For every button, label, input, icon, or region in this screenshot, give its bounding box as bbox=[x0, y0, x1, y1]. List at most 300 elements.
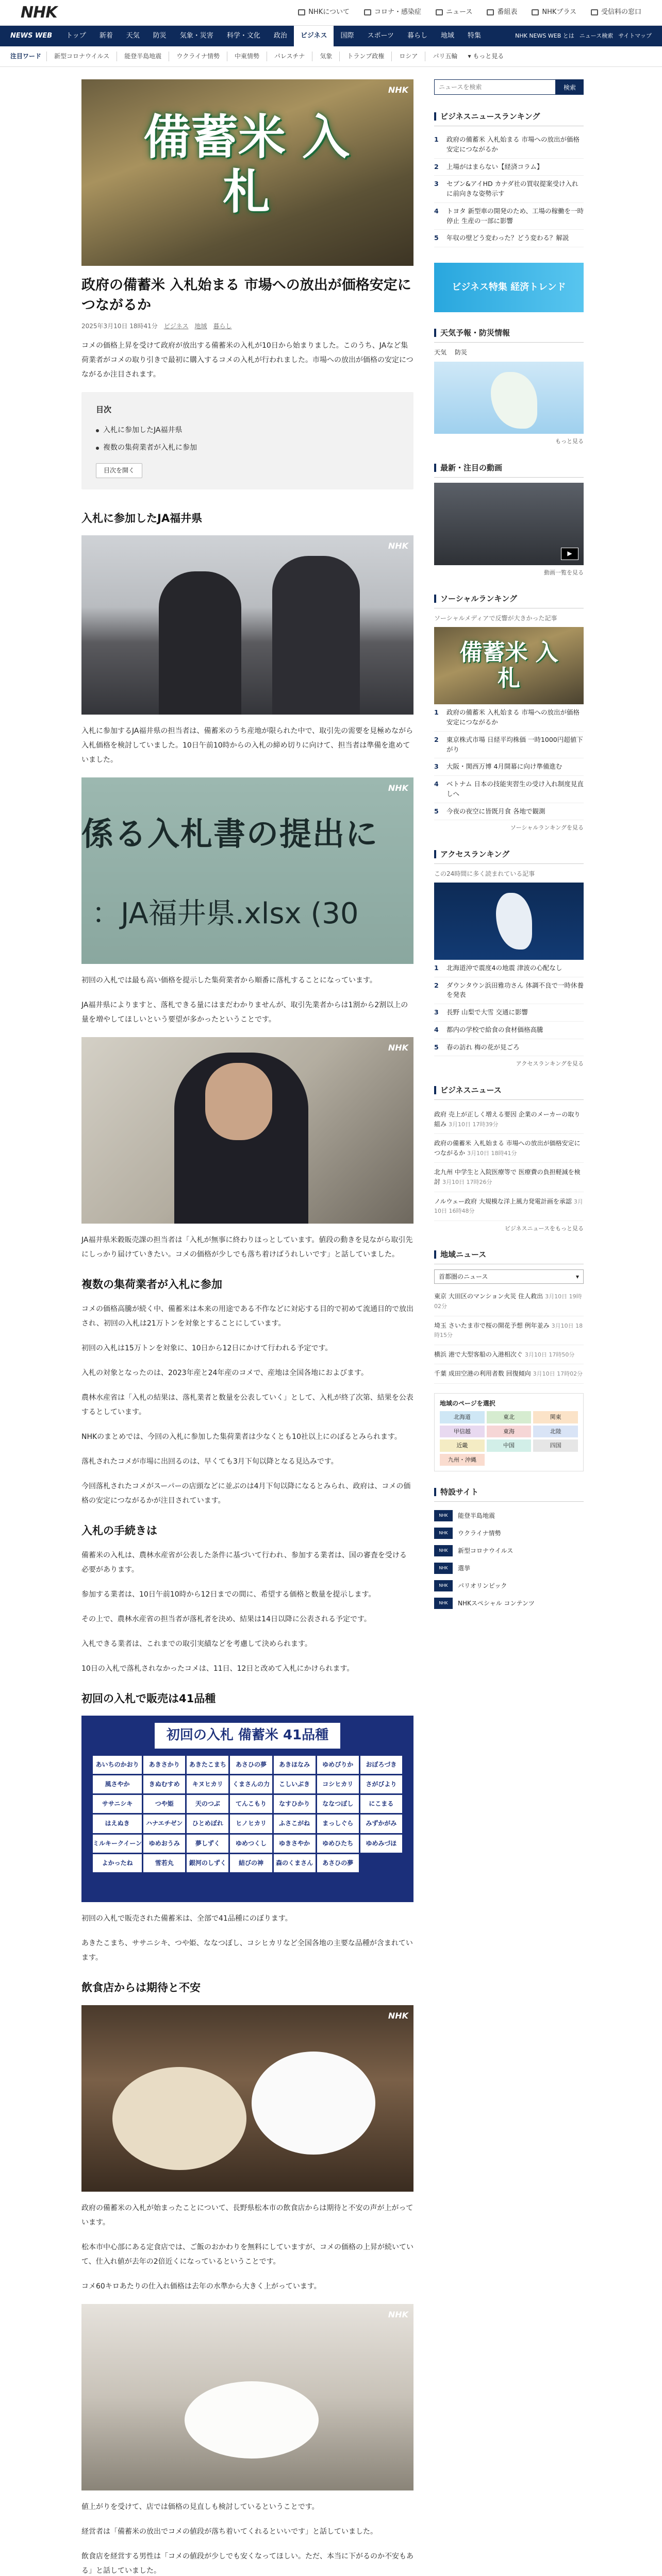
nav-item[interactable]: 天気 bbox=[126, 31, 140, 40]
paragraph: 参加する業者は、10日午前10時から12日までの間に、希望する価格と数量を提示します。 bbox=[81, 1590, 376, 1599]
access-title: アクセスランキング bbox=[440, 849, 510, 859]
video-player[interactable] bbox=[434, 483, 584, 565]
variety-cell: ササニシキ bbox=[93, 1795, 142, 1813]
news-item[interactable] bbox=[434, 1345, 584, 1365]
social-text: 大阪・関西万博 4月開幕に向け準備進む bbox=[446, 762, 562, 771]
news-title: 東京 大田区のマンション火災 住人救出 bbox=[434, 1293, 543, 1300]
nav-item[interactable]: 気象・災害 bbox=[179, 31, 213, 40]
nav-right bbox=[515, 32, 652, 39]
photo-meeting bbox=[81, 535, 413, 715]
ranking-title: ビジネスニュースランキング bbox=[440, 112, 540, 121]
board-title: 初回の入札 備蓄米 41品種 bbox=[155, 1723, 340, 1749]
special-thumb-icon: NHK bbox=[434, 1510, 453, 1521]
person-face bbox=[205, 1063, 272, 1140]
variety-cell: よかったね bbox=[93, 1854, 142, 1872]
special-thumb-icon: NHK bbox=[434, 1528, 453, 1539]
access-item[interactable] bbox=[434, 1004, 584, 1022]
search-link[interactable]: ニュース検索 bbox=[579, 32, 614, 40]
section-nav bbox=[0, 26, 662, 46]
social-note: ソーシャルメディアで反響が大きかった記事 bbox=[434, 615, 557, 622]
social-hero-image[interactable] bbox=[434, 627, 584, 704]
heading-bar bbox=[434, 1250, 436, 1259]
variety-cell: キヌヒカリ bbox=[187, 1775, 228, 1793]
access-text: 春の訪れ 梅の花が見ごろ bbox=[446, 1043, 520, 1051]
person-figure bbox=[272, 556, 360, 715]
paragraph: コメ60キロあたりの仕入れ価格は去年の水準から大きく上がっています。 bbox=[81, 2282, 321, 2291]
paragraph: 今回落札されたコメがスーパーの店頭などに並ぶのは4月下旬以降になるとみられ、政府は、コメの価格の安定につながるかが注目されています。 bbox=[81, 1482, 411, 1505]
variety-cell: つや姫 bbox=[143, 1795, 185, 1813]
nav-item[interactable]: 特集 bbox=[468, 31, 482, 40]
paragraph: 備蓄米の入札は、農林水産省が公表した条件に基づいて行われ、参加する業者は、国の審査を受ける必要があります。 bbox=[81, 1551, 407, 1574]
variety-cell: ななつぼし bbox=[317, 1795, 359, 1813]
rank-number: 5 bbox=[434, 807, 439, 815]
special-item[interactable] bbox=[434, 1560, 584, 1577]
nav-item[interactable]: 科学・文化 bbox=[226, 31, 260, 40]
rank-number: 3 bbox=[434, 762, 439, 771]
variety-cell: ゆめひたち bbox=[317, 1835, 359, 1853]
region-map-grid bbox=[440, 1411, 578, 1466]
nav-item[interactable]: トップ bbox=[66, 31, 86, 40]
hero-image bbox=[81, 79, 413, 266]
paragraph: 落札されたコメが市場に出回るのは、早くても3月下旬以降となる見込みです。 bbox=[81, 1458, 338, 1466]
biz-more[interactable]: ビジネスニュースをもっと見る bbox=[504, 1225, 584, 1232]
rank-number: 4 bbox=[434, 780, 439, 788]
special-thumb-icon: NHK bbox=[434, 1598, 453, 1609]
nhk-watermark: NHK bbox=[388, 783, 408, 793]
nav-item[interactable]: 政治 bbox=[273, 31, 287, 40]
paragraph: 初回の入札では最も高い価格を提示した集荷業者から順番に落札することになっています。 bbox=[81, 976, 377, 985]
rank-number: 2 bbox=[434, 735, 439, 743]
heading-bar bbox=[434, 464, 436, 472]
global-link[interactable]: NHKについて bbox=[298, 7, 350, 18]
global-link[interactable]: NHKプラス bbox=[532, 7, 576, 18]
region-button[interactable]: 中国 bbox=[487, 1439, 532, 1452]
tag[interactable]: ビジネス bbox=[163, 323, 189, 330]
article-date: 2025年3月10日 18時41分 bbox=[81, 323, 158, 330]
sidebar bbox=[434, 79, 584, 2576]
search-box bbox=[434, 79, 584, 95]
news-title: 政府の備蓄米 入札始まる 市場への放出が価格安定につながるか bbox=[434, 1140, 581, 1157]
variety-cell: 風さやか bbox=[93, 1775, 142, 1793]
trending-word[interactable]: トランプ政権 bbox=[339, 52, 391, 61]
access-item[interactable] bbox=[434, 1039, 584, 1057]
nhk-watermark: NHK bbox=[388, 541, 408, 551]
variety-cell: くまさんの力 bbox=[230, 1775, 272, 1793]
paragraph: あきたこまち、ササニシキ、つや姫、ななつぼし、コシヒカリなど全国各地の主要な品種が含まれています。 bbox=[81, 1939, 413, 1962]
special-text: パリオリンピック bbox=[458, 1582, 507, 1589]
global-links bbox=[298, 7, 641, 18]
nav-item-active[interactable]: ビジネス bbox=[294, 26, 334, 46]
article-title: 政府の備蓄米 入札始まる 市場への放出が価格安定につながるか bbox=[81, 277, 411, 314]
calendar-icon bbox=[487, 9, 494, 15]
news-item[interactable] bbox=[434, 1192, 584, 1221]
variety-cell: まっしぐら bbox=[317, 1815, 359, 1833]
paragraph: 経営者は「備蓄米の放出でコメの値段が落ち着いてくれるといいです」と話していました。 bbox=[81, 2527, 377, 2536]
variety-cell: きぬむすめ bbox=[143, 1775, 185, 1793]
nav-item[interactable]: 防災 bbox=[153, 31, 167, 40]
heading-bar bbox=[434, 850, 436, 858]
section-heading: 飲食店からは期待と不安 bbox=[81, 1981, 201, 1994]
region-select-value: 首都圏のニュース bbox=[439, 1273, 488, 1280]
news-time: 3月10日 17時50分 bbox=[524, 1351, 575, 1358]
region-button[interactable]: 東海 bbox=[487, 1426, 532, 1438]
variety-cell: ひとめぼれ bbox=[187, 1815, 228, 1833]
weather-map[interactable] bbox=[434, 362, 584, 434]
paragraph: JA福井県米穀販売課の担当者は「入札が無事に終わりほっとしています。値段の動きを見ながら取引先にしっかり届けていきたい。コメの価格が少しでも落ち着けばうれしいです」と話していました。 bbox=[81, 1236, 413, 1259]
paragraph: JA福井県によりますと、落札できる量にはまだわかりませんが、取引先業者からは1割から2割以上の量を増やしてほしいという要望が多かったということです。 bbox=[81, 1001, 408, 1024]
paragraph: 農林水産省は「入札の結果は、落札業者と数量を公表していく」として、入札が終了次第、結果を公表するとしています。 bbox=[81, 1394, 413, 1417]
variety-cell: てんこもり bbox=[230, 1795, 272, 1813]
special-title: 特設サイト bbox=[440, 1487, 478, 1497]
global-link[interactable]: ニュース bbox=[436, 7, 472, 18]
global-link[interactable]: 番組表 bbox=[487, 7, 517, 18]
special-text: 選挙 bbox=[458, 1564, 471, 1572]
section-heading: 入札に参加したJA福井県 bbox=[81, 512, 203, 524]
article-meta bbox=[81, 321, 413, 331]
social-item[interactable] bbox=[434, 758, 584, 776]
section-heading: 入札の手続きは bbox=[81, 1524, 157, 1537]
access-note: この24時間に多く読まれている記事 bbox=[434, 870, 535, 877]
section-heading: 初回の入札で販売は41品種 bbox=[81, 1692, 216, 1705]
paragraph: 入札の対象となったのは、2023年産と24年産のコメで、産地は全国各地におよびます。 bbox=[81, 1369, 369, 1378]
access-more[interactable]: アクセスランキングを見る bbox=[516, 1060, 584, 1067]
social-hero-text: 備蓄米 入札 bbox=[459, 639, 558, 692]
region-button[interactable]: 北陸 bbox=[533, 1426, 578, 1438]
trending-word[interactable]: 新型コロナウイルス bbox=[46, 52, 117, 61]
news-title: 横浜 港で大型客船の入港相次ぐ bbox=[434, 1350, 523, 1358]
nhk-watermark: NHK bbox=[388, 2309, 408, 2319]
news-title: ノルウェー政府 大規模な洋上風力発電計画を承認 bbox=[434, 1197, 572, 1205]
variety-cell: ふさこがね bbox=[274, 1815, 316, 1833]
banner-text: ビジネス特集 経済トレンド bbox=[452, 281, 566, 293]
special-text: NHKスペシャル コンテンツ bbox=[458, 1599, 535, 1607]
paragraph: 初回の入札は15万トンを対象に、10日から12日にかけて行われる予定です。 bbox=[81, 1344, 333, 1353]
news-time: 3月10日 19時02分 bbox=[434, 1293, 582, 1310]
region-select[interactable] bbox=[434, 1269, 584, 1284]
toc-item[interactable]: 複数の集荷業者が入札に参加 bbox=[96, 439, 399, 457]
variety-cell: 森のくまさん bbox=[274, 1854, 316, 1872]
variety-cell: あきほなみ bbox=[274, 1756, 316, 1774]
paragraph: 入札に参加するJA福井県の担当者は、備蓄米のうち産地が限られた中で、取引先の需要を見極めながら入札価格を検討していました。10日午前10時からの入札の締め切りに向けて、担当者は準備を進めていました。 bbox=[81, 727, 413, 765]
news-title: 埼玉 さいたま市で桜の開花予想 例年並み bbox=[434, 1321, 550, 1329]
social-text: 今夜の夜空に皆既月食 各地で観測 bbox=[446, 807, 545, 815]
variety-cell: おぼろづき bbox=[360, 1756, 402, 1774]
trending-word[interactable]: パレスチナ bbox=[267, 52, 312, 61]
nav-item[interactable]: 地域 bbox=[440, 31, 454, 40]
global-link[interactable]: 受信料の窓口 bbox=[591, 7, 641, 18]
weather-links bbox=[434, 348, 584, 358]
toc-item[interactable]: 入札に参加したJA福井県 bbox=[96, 422, 399, 439]
variety-cell: ゆめぴりか bbox=[317, 1756, 359, 1774]
rank-number: 2 bbox=[434, 162, 439, 171]
trending-word[interactable]: 中東情勢 bbox=[227, 52, 267, 61]
social-item[interactable] bbox=[434, 732, 584, 759]
trending-word[interactable]: ロシア bbox=[391, 52, 425, 61]
map-title: 地域のページを選択 bbox=[440, 1399, 495, 1407]
ranking-item[interactable] bbox=[434, 131, 584, 159]
news-title: 千葉 成田空港の利用者数 回復傾向 bbox=[434, 1370, 531, 1378]
biz-news-list bbox=[434, 1105, 584, 1221]
article-lead: コメの価格上昇を受けて政府が放出する備蓄米の入札が10日から始まりました。このうち、JAなど集荷業者がコメの取り引きで最初に購入するコメの入札が行われました。市場への放出が価格の安定につながるか注目されます。 bbox=[81, 342, 413, 379]
tag[interactable]: 暮らし bbox=[213, 323, 232, 330]
nav-item[interactable]: 国際 bbox=[340, 31, 354, 40]
play-icon[interactable]: ▶ bbox=[561, 548, 578, 560]
news-icon bbox=[436, 9, 443, 15]
region-button[interactable]: 近畿 bbox=[440, 1439, 485, 1452]
news-web-brand[interactable]: NEWS WEB bbox=[10, 31, 53, 40]
paragraph: 松本市中心部にある定食店では、ご飯のおかわりを無料にしていますが、コメの価格の上昇が続いていて、仕入れ値が去年の2倍近くになっているということです。 bbox=[81, 2243, 413, 2266]
variety-cell: 銀河のしずく bbox=[187, 1854, 228, 1872]
access-item[interactable] bbox=[434, 960, 584, 977]
special-text: 能登半島地震 bbox=[458, 1512, 495, 1519]
paragraph: 10日の入札で落札されなかったコメは、11日、12日と改めて入札にかけられます。 bbox=[81, 1664, 354, 1673]
special-item[interactable] bbox=[434, 1595, 584, 1612]
paragraph: その上で、農林水産省の担当者が落札者を決め、結果は14日以降に公表される予定です。 bbox=[81, 1615, 371, 1623]
access-item[interactable] bbox=[434, 977, 584, 1005]
variety-cell: ゆめおうみ bbox=[143, 1835, 185, 1853]
ranking-text: 年収の壁どう変わった？どう変わる？解説 bbox=[446, 234, 569, 242]
news-item[interactable] bbox=[434, 1364, 584, 1384]
global-link[interactable]: コロナ・感染症 bbox=[364, 7, 421, 18]
social-list bbox=[434, 704, 584, 820]
plate-shape bbox=[112, 2067, 246, 2170]
paragraph: NHKのまとめでは、今回の入札に参加した集荷業者は少なくとも10社以上にのぼるとみられます。 bbox=[81, 1433, 402, 1442]
tag[interactable]: 地域 bbox=[194, 323, 207, 330]
region-heading bbox=[434, 1248, 584, 1264]
sitemap-link[interactable]: サイトマップ bbox=[618, 32, 652, 40]
about-link[interactable]: NHK NEWS WEB とは bbox=[515, 32, 574, 40]
rank-number: 3 bbox=[434, 180, 439, 188]
variety-cell: はえぬき bbox=[93, 1815, 142, 1833]
section-heading: 複数の集荷業者が入札に参加 bbox=[81, 1278, 222, 1291]
article bbox=[81, 79, 413, 2576]
heading-bar bbox=[434, 595, 436, 603]
yen-icon bbox=[591, 9, 598, 15]
news-title: 北九州 中学生と入院医療等で 医療費の負担軽減を検討 bbox=[434, 1168, 581, 1186]
nhk-logo[interactable]: NHK bbox=[21, 3, 57, 22]
social-item[interactable] bbox=[434, 776, 584, 803]
special-thumb-icon: NHK bbox=[434, 1545, 453, 1556]
region-button[interactable]: 関東 bbox=[533, 1411, 578, 1423]
news-title: 政府 売上が正しく増える要因 企業のメーカーの取り組み bbox=[434, 1111, 581, 1128]
news-time: 3月10日 16時48分 bbox=[434, 1198, 583, 1215]
rank-number: 5 bbox=[434, 234, 439, 242]
social-text: 政府の備蓄米 入札始まる 市場への放出が価格安定につながるか bbox=[446, 708, 580, 726]
rice-bowl-shape bbox=[252, 2052, 375, 2155]
search-input[interactable] bbox=[434, 79, 556, 95]
news-item[interactable] bbox=[434, 1316, 584, 1345]
variety-cell: あきたこまち bbox=[187, 1756, 228, 1774]
access-text: 長野 山梨で大雪 交通に影響 bbox=[446, 1008, 528, 1016]
global-header bbox=[0, 0, 662, 26]
news-time: 3月10日 18時41分 bbox=[467, 1149, 517, 1157]
toc-open-button[interactable]: 目次を開く bbox=[96, 463, 142, 478]
trending-words bbox=[0, 46, 662, 67]
social-text: 東京株式市場 日経平均株価 一時1000円超値下がり bbox=[446, 735, 583, 753]
variety-cell: あさひの夢 bbox=[317, 1854, 359, 1872]
hero-caption: 備蓄米 入札 bbox=[143, 110, 350, 219]
trending-word[interactable]: パリ五輪 bbox=[425, 52, 465, 61]
special-text: 新型コロナウイルス bbox=[458, 1547, 514, 1554]
access-heading bbox=[434, 848, 584, 864]
social-item[interactable] bbox=[434, 704, 584, 732]
social-title: ソーシャルランキング bbox=[440, 594, 517, 604]
news-time: 3月10日 17時39分 bbox=[449, 1121, 499, 1128]
search-button[interactable]: 検索 bbox=[556, 79, 584, 95]
variety-board bbox=[81, 1716, 413, 1902]
photo-screen bbox=[81, 777, 413, 964]
paragraph: 初回の入札で販売された備蓄米は、全部で41品種にのぼります。 bbox=[81, 1914, 292, 1923]
paragraph: 飲食店を経営する男性は「コメの値段が少しでも安くなってほしい。ただ、本当に下がるのか不安もある」と話していました。 bbox=[81, 2552, 413, 2575]
variety-cell: あさひの夢 bbox=[230, 1756, 272, 1774]
news-item[interactable] bbox=[434, 1134, 584, 1163]
rank-number: 4 bbox=[434, 1025, 439, 1033]
photo-phone bbox=[81, 1037, 413, 1224]
variety-cell: さがびより bbox=[360, 1775, 402, 1793]
access-text: ダウンタウン浜田雅功さん 体調不良で一時休養を発表 bbox=[446, 981, 584, 999]
person-figure bbox=[159, 571, 241, 715]
variety-cell: 雪若丸 bbox=[143, 1854, 185, 1872]
trending-more-link[interactable]: ▾ もっと見る bbox=[468, 52, 504, 60]
region-map bbox=[434, 1393, 584, 1471]
heading-bar bbox=[434, 329, 436, 337]
biz-news-heading bbox=[434, 1084, 584, 1100]
rank-number: 1 bbox=[434, 708, 439, 717]
rank-number: 4 bbox=[434, 207, 439, 215]
region-button[interactable]: 東北 bbox=[487, 1411, 532, 1423]
ranking-item[interactable] bbox=[434, 176, 584, 203]
social-item[interactable] bbox=[434, 803, 584, 821]
ranking-list bbox=[434, 131, 584, 247]
trending-word[interactable]: ウクライナ情勢 bbox=[169, 52, 227, 61]
paragraph: 値上がりを受けて、店では価格の見直しも検討しているということです。 bbox=[81, 2502, 319, 2511]
news-time: 3月10日 17時26分 bbox=[442, 1179, 492, 1186]
paragraph: 入札できる業者は、これまでの取引実績などを考慮して決められます。 bbox=[81, 1639, 312, 1648]
special-heading bbox=[434, 1486, 584, 1502]
rank-number: 5 bbox=[434, 1043, 439, 1051]
social-more[interactable]: ソーシャルランキングを見る bbox=[510, 824, 584, 832]
weather-title: 天気予報・防災情報 bbox=[440, 328, 510, 337]
special-thumb-icon: NHK bbox=[434, 1580, 453, 1591]
nhk-watermark: NHK bbox=[388, 2010, 408, 2021]
nhk-watermark: NHK bbox=[388, 1043, 408, 1053]
live-title: 最新・注目の動画 bbox=[440, 463, 503, 472]
ranking-heading bbox=[434, 110, 584, 126]
news-item[interactable] bbox=[434, 1105, 584, 1134]
photo-rice bbox=[81, 2304, 413, 2490]
ranking-text: 上場がはまらない【経済コラム】 bbox=[446, 162, 543, 171]
variety-cell: ミルキークイーン bbox=[93, 1835, 142, 1853]
special-item[interactable] bbox=[434, 1507, 584, 1524]
photo-meal bbox=[81, 2005, 413, 2192]
nav-item[interactable]: 新着 bbox=[99, 31, 113, 40]
biz-news-title: ビジネスニュース bbox=[440, 1086, 502, 1095]
biz-banner[interactable] bbox=[434, 263, 584, 312]
variety-cell: ハナエチゼン bbox=[143, 1815, 185, 1833]
trending-label: 注目ワード bbox=[10, 52, 42, 60]
rank-number: 1 bbox=[434, 135, 439, 143]
news-time: 3月10日 18時15分 bbox=[434, 1322, 583, 1339]
access-list bbox=[434, 960, 584, 1057]
rank-number: 1 bbox=[434, 963, 439, 972]
ranking-item[interactable] bbox=[434, 159, 584, 176]
ranking-text: 政府の備蓄米 入札始まる 市場への放出が価格安定につながるか bbox=[446, 135, 580, 153]
special-item[interactable] bbox=[434, 1542, 584, 1560]
variety-cell: あいちのかおり bbox=[93, 1756, 142, 1774]
variety-cell: ゆめみづほ bbox=[360, 1835, 402, 1853]
ranking-item[interactable] bbox=[434, 230, 584, 247]
live-more[interactable]: 動画一覧を見る bbox=[544, 569, 584, 576]
region-button[interactable]: 北海道 bbox=[440, 1411, 485, 1423]
rank-number: 2 bbox=[434, 981, 439, 989]
region-button[interactable]: 四国 bbox=[533, 1439, 578, 1452]
news-item[interactable] bbox=[434, 1163, 584, 1192]
access-item[interactable] bbox=[434, 1022, 584, 1039]
map-shape bbox=[496, 893, 532, 950]
variety-cell: ヒノヒカリ bbox=[230, 1815, 272, 1833]
table-of-contents bbox=[81, 392, 413, 489]
trending-word[interactable]: 気象 bbox=[312, 52, 339, 61]
special-list bbox=[434, 1507, 584, 1612]
variety-cell: なすひかり bbox=[274, 1795, 316, 1813]
nav-item[interactable]: 暮らし bbox=[407, 31, 427, 40]
screen-text: 係る入札書の提出に bbox=[81, 815, 379, 853]
access-text: 都内の学校で給食の食材価格高騰 bbox=[446, 1025, 543, 1033]
variety-cell: あきさかり bbox=[143, 1756, 185, 1774]
weather-more[interactable]: もっと見る bbox=[555, 438, 584, 445]
variety-cell: 結びの神 bbox=[230, 1854, 272, 1872]
variety-cell: コシヒカリ bbox=[317, 1775, 359, 1793]
news-time: 3月10日 17時02分 bbox=[533, 1370, 583, 1378]
region-button[interactable]: 甲信越 bbox=[440, 1426, 485, 1438]
variety-cell: ゆきさやか bbox=[274, 1835, 316, 1853]
japan-shape bbox=[491, 372, 537, 429]
access-hero-image[interactable] bbox=[434, 883, 584, 960]
rice-pile-shape bbox=[185, 2381, 319, 2459]
bosai-link[interactable]: 防災 bbox=[455, 349, 468, 356]
heading-bar bbox=[434, 1086, 436, 1094]
chevron-down-icon: ▾ bbox=[575, 1273, 579, 1280]
region-title: 地域ニュース bbox=[440, 1250, 487, 1260]
rank-number: 3 bbox=[434, 1008, 439, 1016]
live-heading bbox=[434, 462, 584, 478]
special-thumb-icon: NHK bbox=[434, 1563, 453, 1574]
variety-cell: 夢しずく bbox=[187, 1835, 228, 1853]
special-item[interactable] bbox=[434, 1577, 584, 1595]
variety-cell: みずかがみ bbox=[360, 1815, 402, 1833]
shield-icon bbox=[364, 9, 371, 15]
special-text: ウクライナ情勢 bbox=[458, 1529, 501, 1537]
nav-item[interactable]: スポーツ bbox=[367, 31, 394, 40]
trending-word[interactable]: 能登半島地震 bbox=[117, 52, 169, 61]
paragraph: コメの価格高騰が続く中、備蓄米は本来の用途である不作などに対応する目的で初めて流通目的で放出され、初回の入札は21万トンを対象とすることにしています。 bbox=[81, 1305, 413, 1328]
region-button[interactable]: 九州・沖縄 bbox=[440, 1454, 485, 1466]
ranking-item[interactable] bbox=[434, 203, 584, 230]
weather-link[interactable]: 天気 bbox=[434, 349, 447, 356]
heading-bar bbox=[434, 112, 436, 121]
toc-title: 目次 bbox=[96, 405, 112, 415]
nhk-watermark: NHK bbox=[388, 85, 408, 95]
special-item[interactable] bbox=[434, 1524, 584, 1542]
heading-bar bbox=[434, 1488, 436, 1496]
weather-heading bbox=[434, 327, 584, 343]
play-icon bbox=[532, 9, 539, 15]
variety-cell: ゆめつくし bbox=[230, 1835, 272, 1853]
social-text: ベトナム 日本の技能実習生の受け入れ制度見直しへ bbox=[446, 780, 584, 798]
screen-text: ：JA福井県.xlsx (30 bbox=[92, 897, 359, 931]
news-item[interactable] bbox=[434, 1287, 584, 1316]
variety-cell: にこまる bbox=[360, 1795, 402, 1813]
